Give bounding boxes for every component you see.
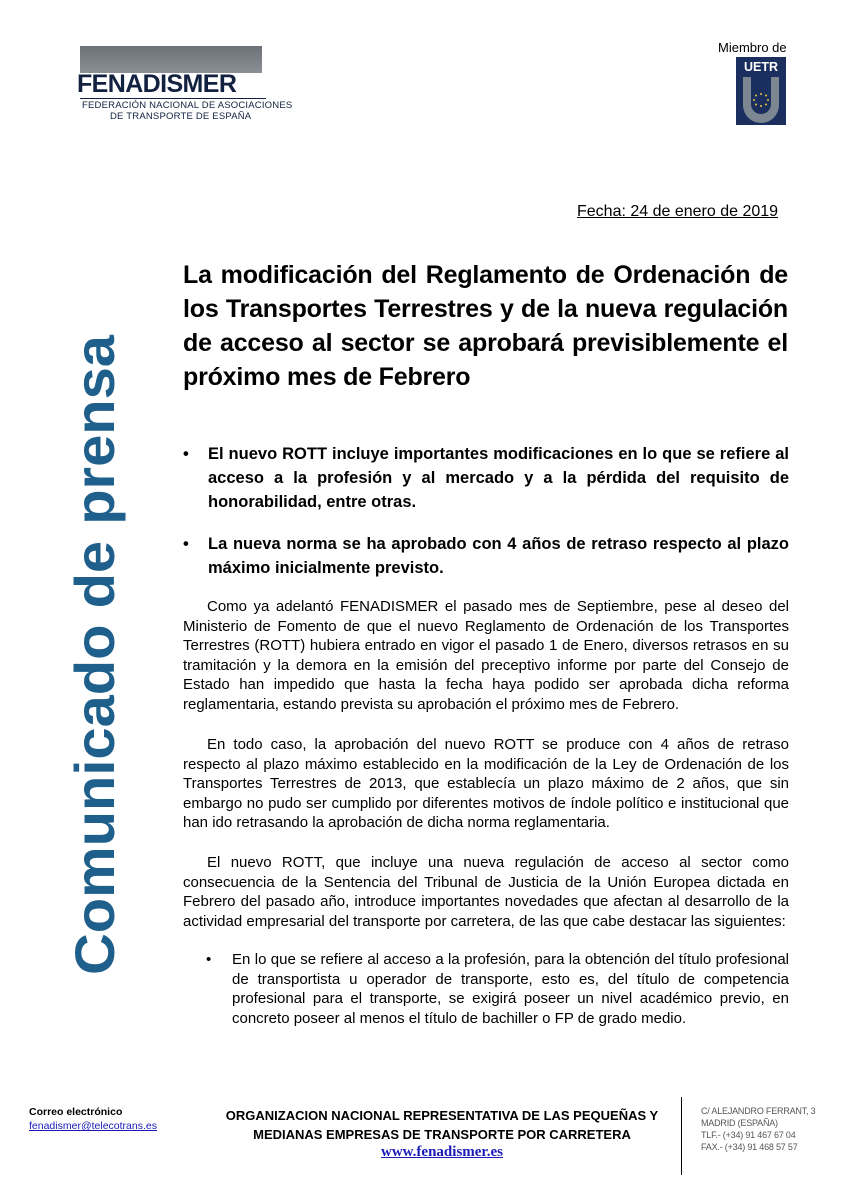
uetr-logo-text: UETR <box>743 60 779 74</box>
footer-website-link[interactable]: www.fenadismer.es <box>381 1144 503 1160</box>
vertical-title <box>54 330 129 980</box>
footer-org-line1: ORGANIZACION NACIONAL REPRESENTATIVA DE LAS PEQUEÑAS Y <box>225 1108 659 1123</box>
key-points-list <box>183 442 789 598</box>
novelty-text: En lo que se refiere al acceso a la profesión, para la obtención del título profesional de transportista u operador de transporte, esto es, del título de competencia profesional para el transporte, se exigirá poseer un nivel académico previo, en concreto poseer al menos el título de bachiller o FP de grado medio. <box>232 951 789 1027</box>
logo-subtitle-line1: FEDERACIÓN NACIONAL DE ASOCIACIONES <box>82 100 293 111</box>
logo-bar <box>80 46 262 73</box>
bullet-dot-icon: • <box>206 951 212 968</box>
uetr-logo <box>736 57 786 125</box>
body-paragraph-1: Como ya adelantó FENADISMER el pasado mes de Septiembre, pese al deseo del Ministerio de Fomento de que el nuevo Reglamento de Ordenación de los Transportes Terrestres (ROTT) hubiera entrado en vigor el pasado 1 de Enero, diversos retrasos en su tramitación y la demora en la emisión del preceptivo informe por parte del Consejo de Estado han impedido que hasta la fecha haya podido ser aprobada dicha reforma reglamentaria, estando prevista su aprobación el próximo mes de Febrero. <box>183 598 789 713</box>
footer-city: MADRID (ESPAÑA) <box>701 1118 778 1128</box>
member-label: Miembro de <box>718 40 787 55</box>
footer-email-label: Correo electrónico <box>29 1106 123 1118</box>
press-date: Fecha: 24 de enero de 2019 <box>577 203 779 220</box>
body-paragraph-3: El nuevo ROTT, que incluye una nueva regulación de acceso al sector como consecuencia de la Sentencia del Tribunal de Justicia de la Unión Europea dictada en Febrero del pasado año, introduce importantes novedades que afectan al desarrollo de la actividad empresarial del transporte por carretera, de las que cabe destacar las siguientes: <box>183 854 789 930</box>
footer-fax: FAX.- (+34) 91 468 57 57 <box>701 1142 798 1152</box>
logo-name: FENADISMER <box>77 70 237 98</box>
vertical-title-text: Comunicado de prensa <box>63 355 126 976</box>
footer-address-block <box>701 1105 815 1153</box>
bullet-dot-icon: • <box>183 445 189 463</box>
logo-subtitle-line2: DE TRANSPORTE DE ESPAÑA <box>110 111 252 122</box>
footer-organization <box>224 1106 660 1144</box>
logo-divider <box>80 98 266 99</box>
bullet-dot-icon: • <box>183 535 189 553</box>
footer-divider <box>681 1097 682 1175</box>
novelties-list <box>206 950 789 1028</box>
key-point <box>183 442 789 514</box>
body-paragraph-2: En todo caso, la aprobación del nuevo ROTT se produce con 4 años de retraso respecto al plazo máximo establecido en la modificación de la Ley de Ordenación de los Transportes Terrestres de 2013, que establecía un plazo máximo de 2 años, que sin embargo no pudo ser cumplido por diferentes motivos de índole político e institucional que han ido retrasando la aprobación de dicha norma reglamentaria. <box>183 736 789 832</box>
novelty-item <box>206 950 789 1028</box>
key-point <box>183 532 789 580</box>
key-point-text: La nueva norma se ha aprobado con 4 años de retraso respecto al plazo máximo inicialmente previsto. <box>208 535 789 577</box>
footer-email-link[interactable]: fenadismer@telecotrans.es <box>29 1120 157 1132</box>
footer-phone: TLF.- (+34) 91 467 67 04 <box>701 1130 796 1140</box>
key-point-text: El nuevo ROTT incluye importantes modificaciones en lo que se refiere al acceso a la profesión y al mercado y a la pérdida del requisito de honorabilidad, entre otras. <box>208 445 789 511</box>
headline: La modificación del Reglamento de Ordenación de los Transportes Terrestres y de la nueva regulación de acceso al sector se aprobará previsiblemente el próximo mes de Febrero <box>183 261 788 391</box>
footer-org-line2: MEDIANAS EMPRESAS DE TRANSPORTE POR CARRETERA <box>253 1127 631 1142</box>
footer-street: C/ ALEJANDRO FERRANT, 3 <box>701 1106 816 1116</box>
